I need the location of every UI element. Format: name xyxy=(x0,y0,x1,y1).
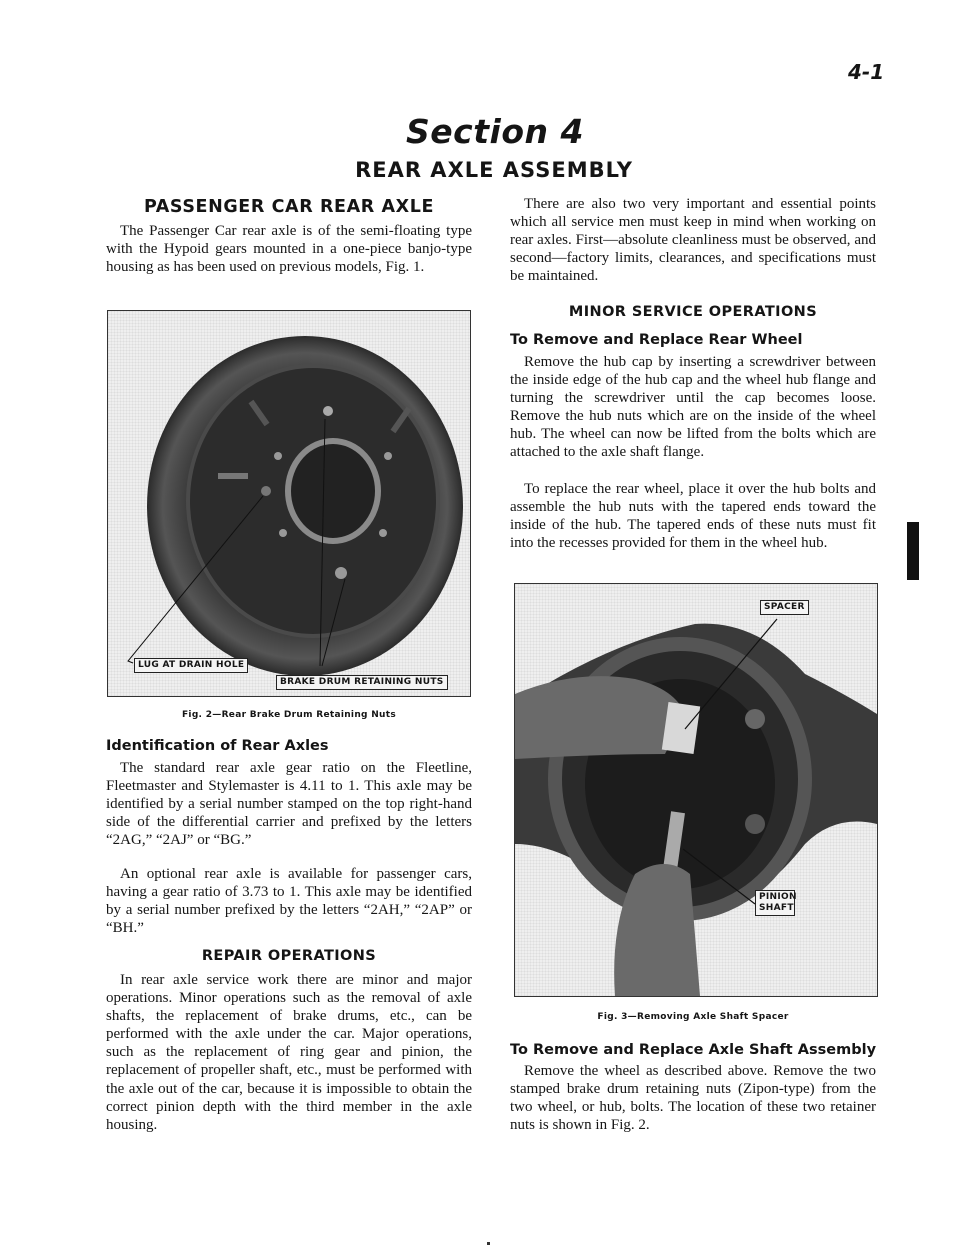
identification-paragraph-2: An optional rear axle is available for passenger cars, having a gear ratio of 3.73 to 1. This axle may be identified by a serial number prefixed by the letters “2AH,” “2AP” or “BH.” xyxy=(106,866,472,937)
intro-paragraph: The Passenger Car rear axle is of the semi-floating type with the Hypoid gears mounted in a one-piece banjo-type housing as has been used on previous models, Fig. 1. xyxy=(106,223,472,276)
remove-axle-shaft-paragraph: Remove the wheel as described above. Remove the two stamped brake drum retaining nuts (Zipon-type) from the two wheel, or hub, bolts. The location of these two retainer nuts is shown in Fig. 2. xyxy=(510,1063,876,1134)
figure-3-caption: Fig. 3—Removing Axle Shaft Spacer xyxy=(597,1012,789,1022)
figure-2-brake-drum-photo xyxy=(107,310,471,697)
page-dot xyxy=(487,1242,490,1245)
repair-operations-paragraph: In rear axle service work there are minor and major operations. Minor operations such as the removal of axle shafts, the replacement of brake drums, etc., can be performed with the axle under the car. Major operations, such as the replacement of ring gear and pinion, the replacement of propeller shaft, etc., must be performed with the axle out of the car, because it is impossible to obtain the correct pinion depth with the third member in the axle housing. xyxy=(106,972,472,1133)
figure-2-caption: Fig. 2—Rear Brake Drum Retaining Nuts xyxy=(181,710,397,720)
page-number: 4-1 xyxy=(848,60,885,84)
section-thumb-tab xyxy=(907,522,919,580)
brake-drum-illustration xyxy=(108,311,470,696)
passenger-car-heading: PASSENGER CAR REAR AXLE xyxy=(143,197,435,217)
remove-wheel-paragraph-1: Remove the hub cap by inserting a screwdriver between the inside edge of the hub cap and the wheel hub flange and turning the screwdriver until the cap becomes loose. Remove the hub nuts which are on the inside of the wheel hub. The wheel can now be lifted from the bolts which are attached to the axle shaft flange. xyxy=(510,354,876,461)
label-spacer: SPACER xyxy=(760,600,809,615)
section-title: Section 4 xyxy=(406,112,584,151)
figure-3-axle-spacer-photo xyxy=(514,583,878,997)
remove-wheel-heading: To Remove and Replace Rear Wheel xyxy=(510,332,803,348)
identification-paragraph-1: The standard rear axle gear ratio on the Fleetline, Fleetmaster and Stylemaster is 4.11 to 1. This axle may be identified by a serial number stamped on the top right-hand side of the differential carrier and prefixed by the letters “2AG,” “2AJ” or “BG.” xyxy=(106,760,472,849)
label-pinion-shaft: PINION SHAFT xyxy=(755,890,795,916)
chapter-title: REAR AXLE ASSEMBLY xyxy=(355,158,633,182)
service-points-paragraph: There are also two very important and essential points which all service men must keep in mind when working on rear axles. First—absolute cleanliness must be observed, and second—factory limits, clearances, and specifications must be maintained. xyxy=(510,196,876,285)
remove-axle-shaft-heading: To Remove and Replace Axle Shaft Assembly xyxy=(510,1042,877,1058)
spacer-block xyxy=(662,702,700,754)
minor-service-heading: MINOR SERVICE OPERATIONS xyxy=(568,304,818,320)
label-brake-drum-retaining-nuts: BRAKE DRUM RETAINING NUTS xyxy=(276,675,448,690)
remove-wheel-paragraph-2: To replace the rear wheel, place it over the hub bolts and assemble the hub nuts with the tapered ends toward the inside of the hub. The tapered ends of these nuts must fit into the recesses provided for them in the wheel hub. xyxy=(510,481,876,552)
repair-operations-heading: REPAIR OPERATIONS xyxy=(201,948,377,964)
label-lug-at-drain-hole: LUG AT DRAIN HOLE xyxy=(134,658,248,673)
upper-hand xyxy=(515,676,685,759)
hub-opening xyxy=(288,441,378,541)
differential-illustration xyxy=(515,584,877,996)
identification-heading: Identification of Rear Axles xyxy=(106,738,329,754)
